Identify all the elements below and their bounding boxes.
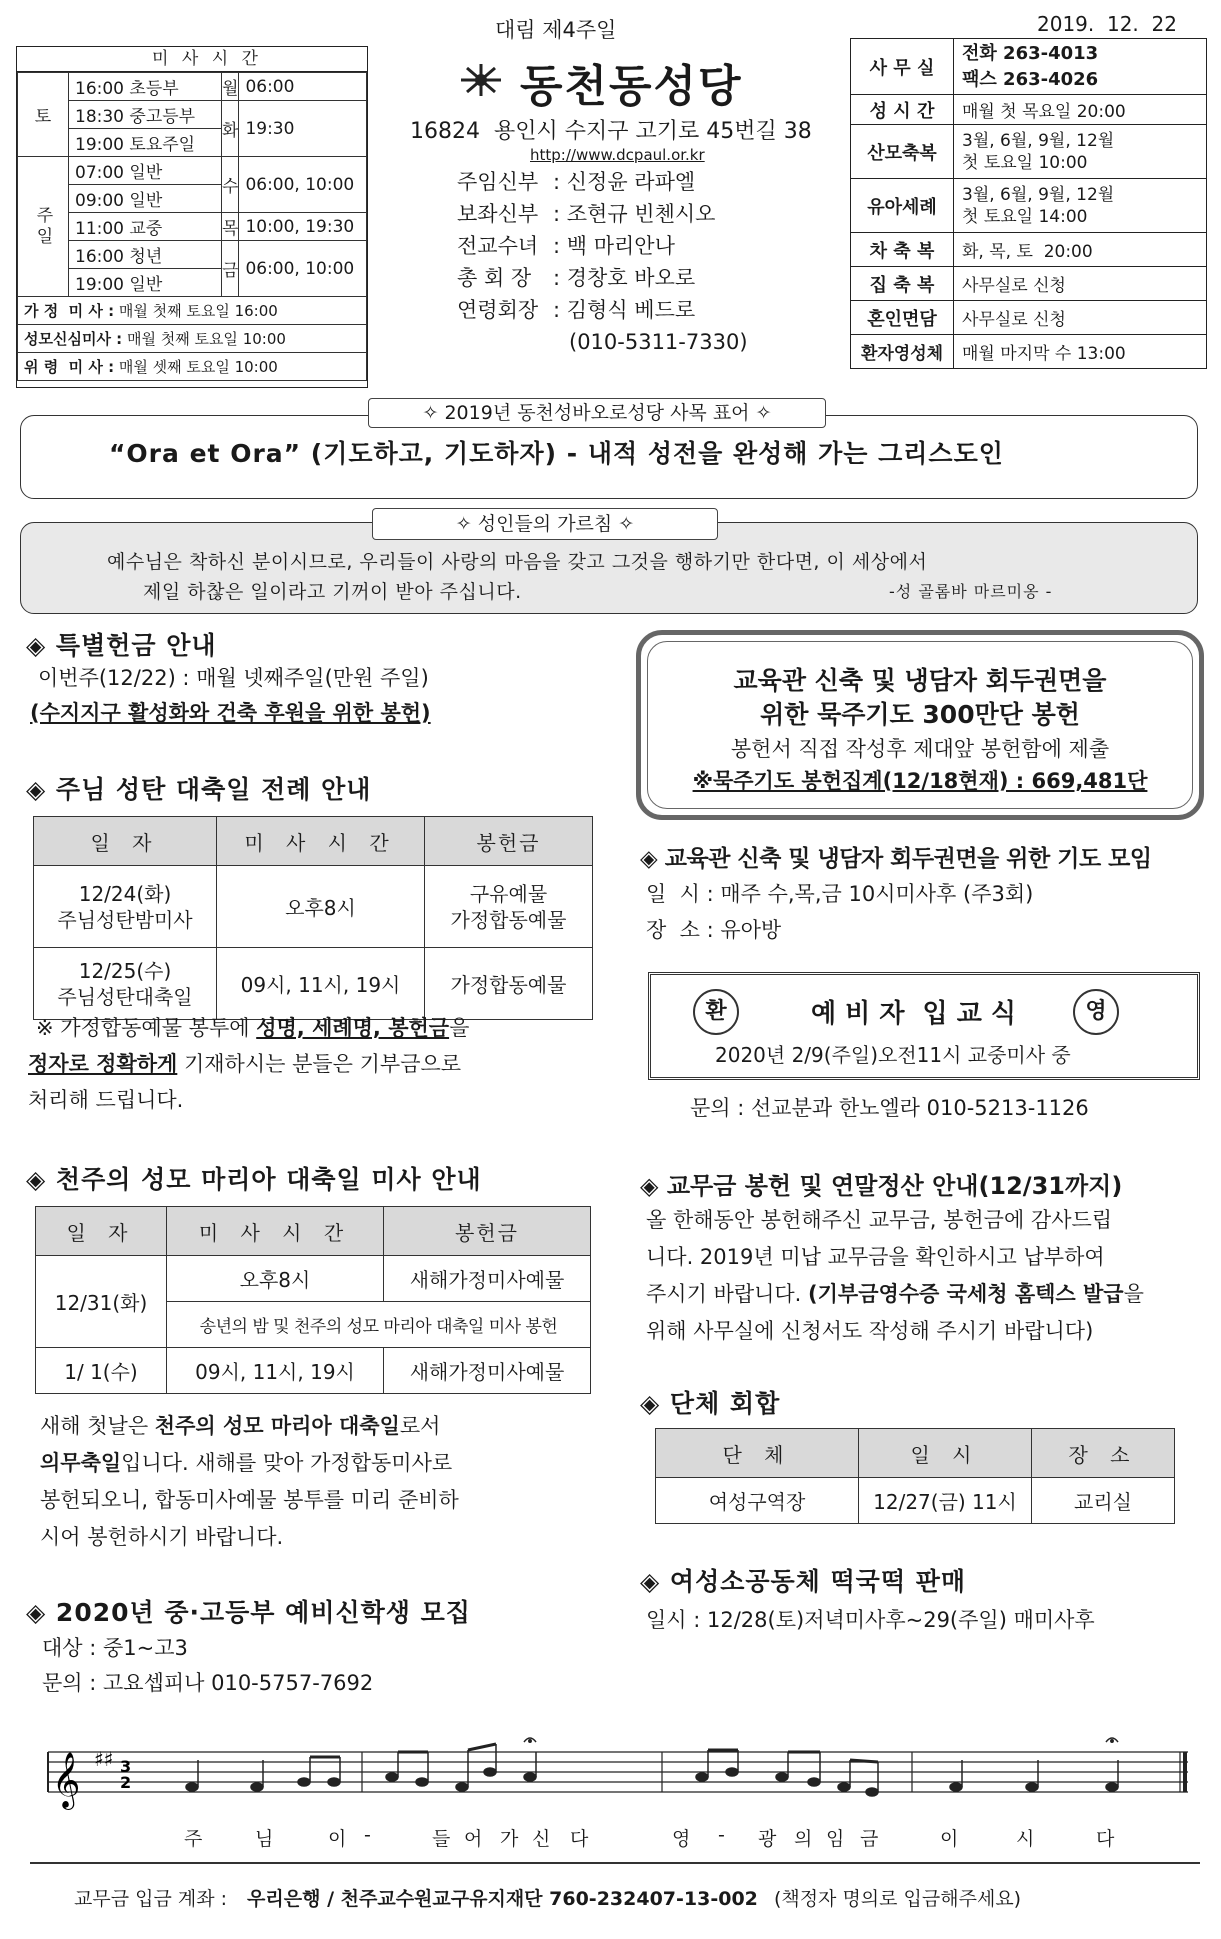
mary-paragraph-line-2 (40, 1445, 600, 1482)
group-title: ◈ 단체 회합 (640, 1389, 781, 1418)
sunday-mass-4: 16:00 청년 (69, 241, 222, 269)
footer-account: 우리은행 / 천주교수원교구유지재단 760-232407-13-002 (247, 1888, 758, 1910)
catechumen-detail: 2020년 2/9(주일)오전11시 교중미사 중 (715, 1043, 1071, 1067)
christmas-row-offering: 구유예물 가정합동예물 (425, 866, 593, 948)
weekday-mon: 월 (222, 73, 239, 101)
clergy-row (457, 262, 748, 294)
special-offering-line-1: 이번주(12/22) : 매월 넷째주일(만원 주일) (38, 666, 429, 690)
office-value: 매월 첫 목요일 20:00 (954, 95, 1207, 125)
mary-emphasis: 천주의 성모 마리아 대축일 (154, 1414, 400, 1438)
dues-title: ◈ 교무금 봉헌 및 연말정산 안내(12/31까지) (640, 1172, 1123, 1200)
footer (74, 1884, 1021, 1911)
office-label: 사 무 실 (851, 39, 954, 95)
motto-tag: ✧ 2019년 동천성바오로성당 사목 표어 ✧ (368, 398, 826, 428)
christmas-row-time: 09시, 11시, 19시 (217, 948, 425, 1020)
lyric-syllable: 주 (184, 1828, 203, 1850)
church-address: 16824 용인시 수지구 고기로 45번길 38 (410, 119, 812, 144)
mary-text: 새해 첫날은 (40, 1414, 155, 1438)
saturday-label: 토 (18, 73, 69, 157)
mary-title: ◈ 천주의 성모 마리아 대축일 미사 안내 (26, 1165, 482, 1194)
sunday-mass-2: 09:00 일반 (69, 185, 222, 213)
dues-text: 주시기 바랍니다. (646, 1282, 809, 1306)
special-mass-3-label: 위 령 미 사 : (24, 358, 115, 376)
mass-schedule-box (16, 46, 368, 388)
seminary-target: 대상 : 중1~고3 (42, 1636, 188, 1660)
office-label: 차 축 복 (851, 233, 954, 267)
left-seal-icon (693, 989, 739, 1035)
sunday-label: 주일 (18, 157, 69, 297)
lyric-syllable: 신 (532, 1828, 551, 1850)
ricecake-detail: 일시 : 12/28(토)저녁미사후~29(주일) 매미사후 (646, 1608, 1095, 1632)
christmas-note-text: 을 (449, 1016, 470, 1040)
mary-row-date: 12/31(화) (36, 1256, 167, 1348)
office-value: 3월, 6월, 9월, 12월 첫 토요일 10:00 (954, 125, 1207, 179)
office-info-table (850, 38, 1207, 369)
office-label: 성 시 간 (851, 95, 954, 125)
clergy-role: 연령회장 (457, 298, 539, 322)
special-mass-3-value: 매월 셋째 토요일 10:00 (118, 358, 278, 376)
weekday-wed: 수 (222, 157, 239, 213)
mary-text: 로서 (399, 1414, 441, 1438)
saturday-mass-3: 19:00 토요주일 (69, 129, 222, 157)
dues-line-2: 니다. 2019년 미납 교무금을 확인하시고 납부하여 (646, 1245, 1105, 1269)
clergy-name: : 백 마리안나 (553, 234, 675, 258)
clergy-role: 전교수녀 (457, 234, 539, 258)
lyric-syllable: 들 (432, 1828, 451, 1850)
office-label: 환자영성체 (851, 335, 954, 369)
weekday-tue-time: 19:30 (239, 101, 367, 157)
mary-paragraph-line-4: 시어 봉헌하시기 바랍니다. (40, 1525, 284, 1549)
dues-line-3 (646, 1276, 1206, 1313)
group-header-place: 장 소 (1032, 1429, 1175, 1478)
mary-paragraph-line-3: 봉헌되오니, 합동미사예물 봉투를 미리 준비하 (40, 1488, 459, 1512)
christmas-note-text: ※ 가정합동예물 봉투에 (36, 1016, 257, 1040)
office-label: 혼인면담 (851, 301, 954, 335)
office-value: 사무실로 신청 (954, 301, 1207, 335)
special-mass-3 (18, 353, 367, 381)
footer-label: 교무금 입금 계좌 : (74, 1888, 227, 1910)
prayer-place: 장 소 : 유아방 (646, 918, 782, 942)
right-seal-icon (1073, 989, 1119, 1035)
dues-line-1: 올 한해동안 봉헌해주신 교무금, 봉헌금에 감사드립 (646, 1208, 1113, 1232)
special-offering-title: ◈ 특별헌금 안내 (26, 631, 217, 660)
special-mass-1-label: 가 정 미 사 : (24, 302, 115, 320)
office-value: 매월 마지막 수 13:00 (954, 335, 1207, 369)
group-row-place: 교리실 (1032, 1478, 1175, 1524)
christmas-header-date: 일 자 (34, 817, 217, 866)
clergy-name: : 신정윤 라파엘 (553, 170, 696, 194)
group-header-name: 단 체 (656, 1429, 859, 1478)
lyric-syllable: 금 (860, 1828, 879, 1850)
weekday-fri: 금 (222, 241, 239, 297)
dues-emphasis: (기부금영수증 국세청 홈텍스 발급 (808, 1282, 1124, 1306)
christmas-note-line-1 (28, 1010, 588, 1046)
catechumen-title: 예 비 자 입 교 식 (811, 999, 1017, 1029)
mary-row-date: 1/ 1(수) (36, 1348, 167, 1394)
clergy-role: 주임신부 (457, 170, 539, 194)
mary-emphasis: 의무축일 (40, 1451, 122, 1475)
group-row-name: 여성구역장 (656, 1478, 859, 1524)
mary-row-time: 오후8시 (167, 1256, 384, 1302)
mary-row-offering: 새해가정미사예물 (384, 1348, 591, 1394)
christmas-note-line-2 (28, 1046, 588, 1082)
sunday-mass-3: 11:00 교중 (69, 213, 222, 241)
weekday-fri-time: 06:00, 10:00 (239, 241, 367, 297)
lyric-syllable: 다 (1096, 1828, 1115, 1850)
seminary-contact: 문의 : 고요셉피나 010-5757-7692 (42, 1671, 374, 1695)
mary-row-time: 09시, 11시, 19시 (167, 1348, 384, 1394)
clergy-row (457, 166, 748, 198)
seminary-title: ◈ 2020년 중·고등부 예비신학생 모집 (26, 1598, 471, 1627)
clergy-name: : 경창호 바오로 (553, 266, 696, 290)
liturgical-day: 대림 제4주일 (495, 18, 617, 42)
weekday-thu: 목 (222, 213, 239, 241)
christmas-table (33, 816, 593, 1020)
dues-text: 을 (1123, 1282, 1144, 1306)
office-label: 유아세례 (851, 179, 954, 233)
christmas-note-line-3: 처리해 드립니다. (28, 1088, 184, 1112)
weekday-thu-time: 10:00, 19:30 (239, 213, 367, 241)
hymn-lyrics (160, 1824, 1160, 1850)
mary-header-time: 미 사 시 간 (167, 1207, 384, 1256)
clergy-row (457, 294, 748, 326)
svg-text:♯♯: ♯♯ (94, 1747, 114, 1771)
lyric-syllable: 임 (826, 1828, 845, 1850)
special-offering-line-2: (수지지구 활성화와 건축 후원을 위한 봉헌) (30, 701, 431, 725)
office-value: 화, 목, 토 20:00 (954, 233, 1207, 267)
christmas-row-offering: 가정합동예물 (425, 948, 593, 1020)
lyric-syllable: 다 (570, 1828, 589, 1850)
christmas-note-emphasis: 정자로 정확하게 (28, 1052, 178, 1076)
group-header-time: 일 시 (859, 1429, 1032, 1478)
bulletin-date: 2019. 12. 22 (1037, 12, 1177, 36)
lyric-syllable: 이 (328, 1828, 347, 1850)
lyric-syllable: 영 (672, 1828, 691, 1850)
church-name: 동천동성당 (520, 61, 743, 112)
catechumen-contact: 문의 : 선교분과 한노엘라 010-5213-1126 (690, 1096, 1089, 1120)
christmas-note-text: 기재하시는 분들은 기부금으로 (177, 1052, 462, 1076)
christmas-row-date: 12/25(수) 주님성탄대축일 (34, 948, 217, 1020)
mary-header-date: 일 자 (36, 1207, 167, 1256)
mary-paragraph-line-1 (40, 1408, 600, 1445)
lyric-syllable: 이 (940, 1828, 959, 1850)
mary-row-note: 송년의 밤 및 천주의 성모 마리아 대축일 미사 봉헌 (167, 1302, 591, 1348)
rosary-line-3: 봉헌서 직접 작성후 제대앞 봉헌함에 제출 (730, 737, 1110, 761)
saints-source: -성 골롬바 마르미옹 - (889, 582, 1053, 601)
clergy-row (457, 230, 748, 262)
lyric-syllable: 님 (255, 1828, 274, 1850)
mary-header-offering: 봉헌금 (384, 1207, 591, 1256)
svg-text:2: 2 (120, 1773, 132, 1792)
special-mass-2 (18, 325, 367, 353)
clergy-list (457, 166, 748, 358)
office-label: 집 축 복 (851, 267, 954, 301)
mary-paragraph (40, 1408, 600, 1556)
catechumen-box (648, 972, 1200, 1080)
ricecake-title: ◈ 여성소공동체 떡국떡 판매 (640, 1567, 966, 1596)
rosary-line-2: 위한 묵주기도 300만단 봉헌 (760, 700, 1080, 729)
weekday-mon-time: 06:00 (239, 73, 367, 101)
office-value: 전화 263-4013 팩스 263-4026 (954, 39, 1207, 95)
christmas-header-offering: 봉헌금 (425, 817, 593, 866)
special-mass-1 (18, 297, 367, 325)
office-value: 3월, 6월, 9월, 12월 첫 토요일 14:00 (954, 179, 1207, 233)
lyric-syllable: - (364, 1824, 371, 1846)
christmas-row-date: 12/24(화) 주님성탄밤미사 (34, 866, 217, 948)
clergy-name: : 김형식 베드로 (553, 298, 696, 322)
right-seal-text: 영 (1085, 999, 1107, 1024)
left-seal-text: 환 (705, 999, 727, 1024)
footer-note: (책정자 명의로 입금해주세요) (773, 1888, 1022, 1910)
svg-text:3: 3 (120, 1757, 132, 1776)
weekday-wed-time: 06:00, 10:00 (239, 157, 367, 213)
office-label: 산모축복 (851, 125, 954, 179)
sunday-mass-5: 19:00 일반 (69, 269, 222, 297)
dues-paragraph (646, 1202, 1206, 1350)
footer-divider (30, 1862, 1200, 1864)
group-row-time: 12/27(금) 11시 (859, 1478, 1032, 1524)
special-mass-2-value: 매월 첫째 토요일 10:00 (126, 330, 286, 348)
clergy-row (457, 198, 748, 230)
clergy-name: : 조현규 빈첸시오 (553, 202, 716, 226)
sunday-mass-1: 07:00 일반 (69, 157, 222, 185)
saturday-mass-1: 16:00 초등부 (69, 73, 222, 101)
church-website-link[interactable]: http://www.dcpaul.or.kr (530, 146, 705, 164)
rosary-line-1: 교육관 신축 및 냉담자 회두권면을 (733, 666, 1107, 695)
music-staff (42, 1732, 1192, 1822)
christmas-header-time: 미 사 시 간 (217, 817, 425, 866)
lyric-syllable: - (718, 1824, 725, 1846)
rosary-box (636, 630, 1204, 820)
christmas-note-emphasis: 성명, 세례명, 봉헌금 (256, 1016, 450, 1040)
motto-text: “Ora et Ora” (기도하고, 기도하자) - 내적 성전을 완성해 가는 그리스도인 (109, 439, 1004, 468)
lyric-syllable: 어 (464, 1828, 483, 1850)
mary-table (35, 1206, 591, 1394)
mary-text: 입니다. 새해를 맞아 가정합동미사로 (121, 1451, 453, 1475)
lyric-syllable: 시 (1016, 1828, 1035, 1850)
prayer-title: ◈ 교육관 신축 및 냉담자 회두권면을 위한 기도 모임 (640, 846, 1152, 872)
lyric-syllable: 광 (758, 1828, 777, 1850)
weekday-tue: 화 (222, 101, 239, 157)
church-logo-icon (453, 60, 509, 100)
clergy-phone: (010-5311-7330) (569, 330, 748, 354)
saints-tag: ✧ 성인들의 가르침 ✧ (372, 508, 718, 540)
special-mass-2-label: 성모신심미사 : (24, 330, 123, 348)
lyric-syllable: 가 (500, 1828, 519, 1850)
svg-text:𝄞: 𝄞 (52, 1752, 81, 1808)
saturday-mass-2: 18:30 중고등부 (69, 101, 222, 129)
clergy-role: 총 회 장 (457, 266, 532, 290)
mary-row-offering: 새해가정미사예물 (384, 1256, 591, 1302)
saints-line-2: 제일 하찮은 일이라고 기꺼이 받아 주십니다. (143, 581, 522, 603)
lyric-syllable: 의 (794, 1828, 813, 1850)
mass-schedule-table (17, 72, 367, 381)
office-value: 사무실로 신청 (954, 267, 1207, 301)
saints-line-1: 예수님은 착하신 분이시므로, 우리들이 사랑의 마음을 갖고 그것을 행하기만 한다면, 이 세상에서 (107, 551, 928, 573)
christmas-title: ◈ 주님 성탄 대축일 전례 안내 (26, 775, 372, 804)
group-table (655, 1428, 1175, 1524)
christmas-row-time: 오후8시 (217, 866, 425, 948)
mass-schedule-title: 미 사 시 간 (17, 47, 367, 72)
dues-line-4: 위해 사무실에 신청서도 작성해 주시기 바랍니다) (646, 1319, 1094, 1343)
special-mass-1-value: 매월 첫째 토요일 16:00 (118, 302, 278, 320)
prayer-time: 일 시 : 매주 수,목,금 10시미사후 (주3회) (646, 882, 1034, 906)
rosary-line-4: ※묵주기도 봉헌집계(12/18현재) : 669,481단 (692, 769, 1148, 793)
clergy-role: 보좌신부 (457, 202, 539, 226)
christmas-note (28, 1010, 588, 1118)
